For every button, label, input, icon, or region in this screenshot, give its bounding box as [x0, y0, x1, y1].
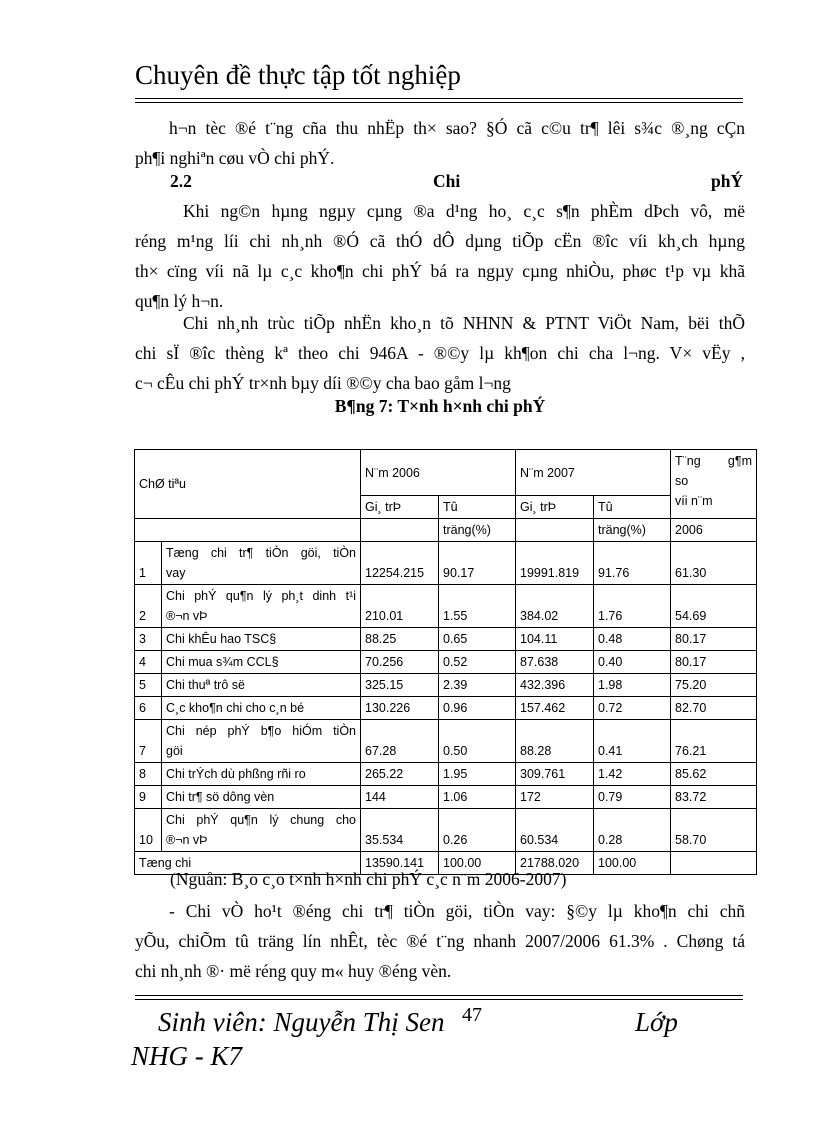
row-number: 8 — [135, 763, 162, 786]
footer-class-value: NHG - K7 — [131, 1041, 243, 1071]
row-label: Chi tr¶ sö dông vèn — [162, 786, 361, 809]
paragraph-line: chi nh¸nh ®· më réng quy m« huy ®éng vèn. — [135, 961, 452, 981]
expense-table — [134, 449, 757, 875]
total-value-2007: 21788.020 — [516, 852, 594, 875]
row-value-2007: 88.28 — [516, 720, 594, 763]
row-number: 2 — [135, 585, 162, 628]
row-ratio-2006: 0.96 — [439, 697, 516, 720]
row-label: Chi khÊu hao TSC§ — [162, 628, 361, 651]
row-ratio-2006: 1.55 — [439, 585, 516, 628]
row-growth: 54.69 — [671, 585, 757, 628]
header-cell-value: Gi¸ trÞ — [361, 496, 439, 519]
row-ratio-2006: 0.26 — [439, 809, 516, 852]
header-cell-growth-year: 2006 — [671, 519, 757, 542]
row-value-2006: 265.22 — [361, 763, 439, 786]
row-number: 9 — [135, 786, 162, 809]
table-row — [135, 674, 757, 697]
paragraph-line: chi sÏ ®îc thèng kª theo chi 946A - ®©y lµ kh¶on chi cha l¬ng. V× vËy , — [135, 343, 745, 363]
footer-class-label: Lớp — [635, 1007, 678, 1037]
row-label: Chi trÝch dù phßng rñi ro — [162, 763, 361, 786]
row-growth: 82.70 — [671, 697, 757, 720]
section-number: 2.2 — [170, 171, 192, 191]
footer-rule-bottom — [135, 999, 743, 1000]
row-ratio-2007: 0.48 — [594, 628, 671, 651]
table-row — [135, 651, 757, 674]
row-ratio-2007: 1.42 — [594, 763, 671, 786]
header-cell-year2: N¨m 2007 — [516, 450, 671, 496]
row-ratio-2007: 0.28 — [594, 809, 671, 852]
row-growth: 58.70 — [671, 809, 757, 852]
paragraph-2 — [135, 196, 745, 316]
section-title-word1: Chi — [433, 171, 461, 191]
header-cell-ratio-unit: träng(%) — [594, 519, 671, 542]
row-value-2007: 384.02 — [516, 585, 594, 628]
paragraph-3 — [135, 308, 745, 398]
row-ratio-2007: 0.41 — [594, 720, 671, 763]
table-row — [135, 542, 757, 585]
row-ratio-2006: 1.95 — [439, 763, 516, 786]
header-cell-growth: T¨ng g¶m so víi n¨m — [671, 450, 757, 519]
total-value-2006: 13590.141 — [361, 852, 439, 875]
table-source: (Nguån: B¸o c¸o t×nh h×nh chi phÝ c¸c n¨m 2006-2007) — [170, 869, 567, 889]
row-value-2006: 210.01 — [361, 585, 439, 628]
row-ratio-2006: 90.17 — [439, 542, 516, 585]
row-ratio-2006: 0.52 — [439, 651, 516, 674]
header-cell-ratio-unit: träng(%) — [439, 519, 516, 542]
row-ratio-2006: 0.50 — [439, 720, 516, 763]
header-rule-top — [135, 98, 743, 99]
header-rule-bottom — [135, 102, 743, 103]
row-growth: 76.21 — [671, 720, 757, 763]
row-ratio-2006: 2.39 — [439, 674, 516, 697]
row-label: Chi thuª trô së — [162, 674, 361, 697]
paragraph-4 — [135, 896, 745, 986]
row-growth: 80.17 — [671, 628, 757, 651]
header-cell-empty — [361, 519, 439, 542]
row-growth: 83.72 — [671, 786, 757, 809]
row-number: 7 — [135, 720, 162, 763]
total-ratio-2007: 100.00 — [594, 852, 671, 875]
section-title-word2: phÝ — [711, 171, 744, 191]
table-row — [135, 585, 757, 628]
paragraph-line: ph¶i nghiªn cøu vÒ chi phÝ. — [135, 148, 335, 168]
row-label: Chi phÝ qu¶n lý ph¸t dinh t¹i ®¬n vÞ — [162, 585, 361, 628]
total-label: Tæng chi — [135, 852, 361, 875]
paragraph-line: h¬n tèc ®é t¨ng cña thu nhËp th× sao? §Ó cã c©u tr¶ lêi s¾c ®¸ng cÇn — [169, 118, 745, 138]
table-caption: B¶ng 7: T×nh h×nh chi phÝ — [334, 396, 546, 416]
paragraph-line: - Chi vÒ ho¹t ®éng chi tr¶ tiÒn göi, tiÒn vay: §©y lµ kho¶n chi chñ — [169, 901, 745, 921]
row-value-2007: 432.396 — [516, 674, 594, 697]
row-growth: 85.62 — [671, 763, 757, 786]
row-value-2007: 157.462 — [516, 697, 594, 720]
table-row — [135, 809, 757, 852]
row-label: Chi nép phÝ b¶o hiÓm tiÒn göi — [162, 720, 361, 763]
row-value-2007: 309.761 — [516, 763, 594, 786]
row-label: Chi mua s¾m CCL§ — [162, 651, 361, 674]
row-ratio-2007: 0.72 — [594, 697, 671, 720]
paragraph-line: Khi ng©n hµng ngµy cµng ®a d¹ng ho¸ c¸c s¶n phÈm dÞch vô, më — [183, 201, 745, 221]
total-growth — [671, 852, 757, 875]
row-number: 4 — [135, 651, 162, 674]
row-value-2006: 35.534 — [361, 809, 439, 852]
footer-rule-top — [135, 995, 743, 996]
table-body — [135, 542, 757, 852]
row-ratio-2006: 1.06 — [439, 786, 516, 809]
header-cell-empty — [135, 519, 361, 542]
row-ratio-2007: 1.76 — [594, 585, 671, 628]
row-value-2006: 67.28 — [361, 720, 439, 763]
row-value-2007: 172 — [516, 786, 594, 809]
row-ratio-2007: 0.79 — [594, 786, 671, 809]
table-row — [135, 628, 757, 651]
row-growth: 61.30 — [671, 542, 757, 585]
table-row — [135, 720, 757, 763]
row-number: 6 — [135, 697, 162, 720]
paragraph-line: c¬ cÊu chi phÝ tr×nh bµy díi ®©y cha bao gåm l¬ng — [135, 373, 511, 393]
row-number: 3 — [135, 628, 162, 651]
paragraph-line: qu¶n lý h¬n. — [135, 291, 224, 311]
row-label: C¸c kho¶n chi cho c¸n bé — [162, 697, 361, 720]
paragraph-line: th× cïng víi nã lµ c¸c kho¶n chi phÝ bá ra ngµy cµng nhiÒu, phøc t¹p vµ khã — [135, 261, 745, 281]
row-number: 1 — [135, 542, 162, 585]
table-header-row — [135, 519, 757, 542]
row-value-2006: 130.226 — [361, 697, 439, 720]
table-row — [135, 697, 757, 720]
paragraph-line: yÕu, chiÕm tû träng lín nhÊt, tèc ®é t¨ng nhanh 2007/2006 61.3% . Chøng tá — [135, 931, 745, 951]
page-header-title: Chuyên đề thực tập tốt nghiệp — [135, 60, 461, 90]
table-row — [135, 786, 757, 809]
row-growth: 80.17 — [671, 651, 757, 674]
table-header-row — [135, 450, 757, 496]
row-value-2006: 325.15 — [361, 674, 439, 697]
row-value-2007: 87.638 — [516, 651, 594, 674]
paragraph-1 — [135, 113, 745, 173]
table-row — [135, 763, 757, 786]
row-ratio-2007: 1.98 — [594, 674, 671, 697]
row-ratio-2007: 0.40 — [594, 651, 671, 674]
row-number: 5 — [135, 674, 162, 697]
paragraph-line: Chi nh¸nh trùc tiÕp nhËn kho¸n tõ NHNN & PTNT ViÖt Nam, bëi thÕ — [183, 313, 745, 333]
header-cell-ratio: Tû — [594, 496, 671, 519]
row-label: Chi phÝ qu¶n lý chung cho ®¬n vÞ — [162, 809, 361, 852]
header-cell-empty — [516, 519, 594, 542]
header-cell-value: Gi¸ trÞ — [516, 496, 594, 519]
row-value-2006: 12254.215 — [361, 542, 439, 585]
row-value-2006: 144 — [361, 786, 439, 809]
row-value-2007: 19991.819 — [516, 542, 594, 585]
row-number: 10 — [135, 809, 162, 852]
row-label: Tæng chi tr¶ tiÒn göi, tiÒn vay — [162, 542, 361, 585]
page-number: 47 — [462, 1004, 482, 1026]
header-cell-ratio: Tû — [439, 496, 516, 519]
row-value-2007: 60.534 — [516, 809, 594, 852]
row-value-2007: 104.11 — [516, 628, 594, 651]
row-ratio-2006: 0.65 — [439, 628, 516, 651]
row-ratio-2007: 91.76 — [594, 542, 671, 585]
row-growth: 75.20 — [671, 674, 757, 697]
row-value-2006: 88.25 — [361, 628, 439, 651]
total-ratio-2006: 100.00 — [439, 852, 516, 875]
paragraph-line: réng m¹ng líi chi nh¸nh ®Ó cã thÓ dÔ dµng tiÕp cËn ®îc víi kh¸ch hµng — [135, 231, 745, 251]
row-value-2006: 70.256 — [361, 651, 439, 674]
footer-student: Sinh viên: Nguyễn Thị Sen — [158, 1007, 445, 1037]
header-cell-year1: N¨m 2006 — [361, 450, 516, 496]
header-cell-label: ChØ tiªu — [135, 450, 361, 519]
